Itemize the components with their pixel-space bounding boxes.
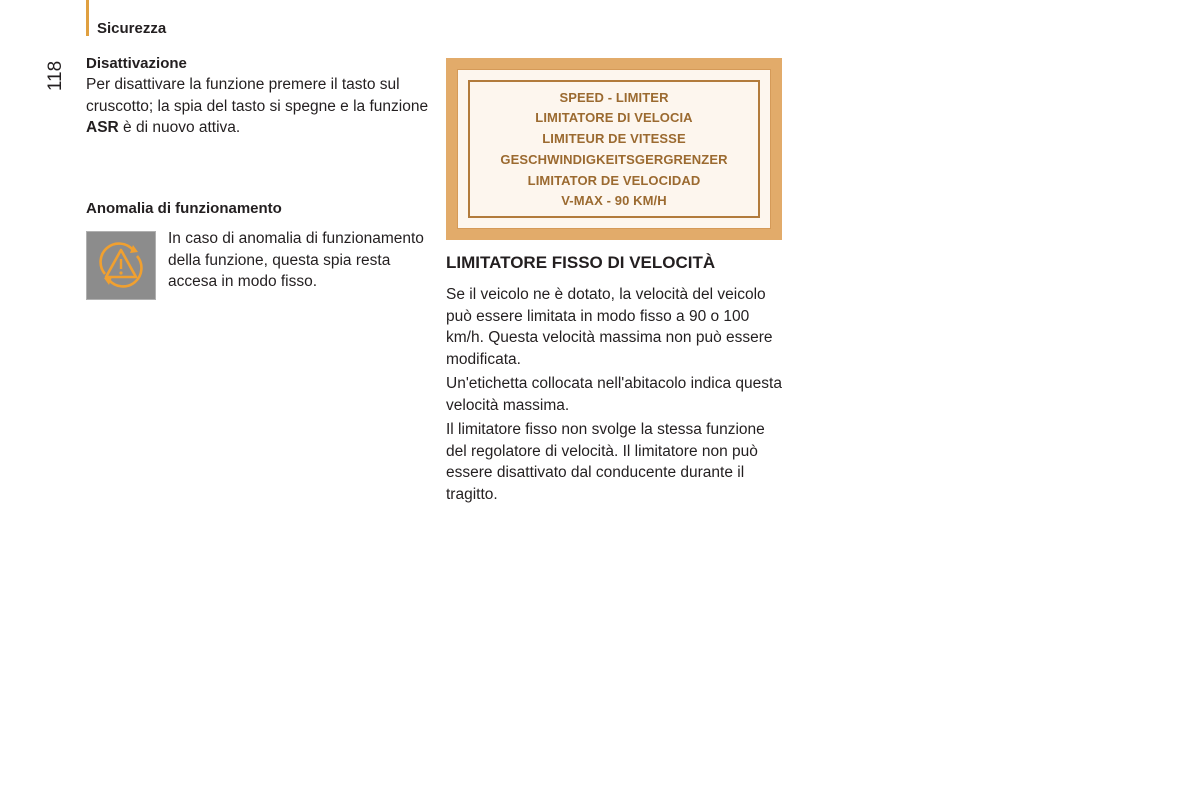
label-line: LIMITATORE DI VELOCIA xyxy=(535,110,693,126)
disattivazione-text-before: Per disattivare la funzione premere il tasto sul cruscotto; la spia del tasto si spegne e la funzione xyxy=(86,76,429,115)
section-accent-bar xyxy=(86,0,89,36)
anomalia-heading: Anomalia di funzionamento xyxy=(86,200,282,217)
asr-keyword: ASR xyxy=(86,119,119,136)
limitatore-paragraph: Se il veicolo ne è dotato, la velocità del veicolo può essere limitata in modo fisso a 90 o 100 km/h. Questa velocità massima non può essere modificata. xyxy=(446,286,773,368)
limitatore-section xyxy=(446,58,786,508)
section-title: Sicurezza xyxy=(97,20,167,37)
limitatore-paragraph: Un'etichetta collocata nell'abitacolo indica questa velocità massima. xyxy=(446,375,782,414)
anomalia-text: In caso di anomalia di funzionamento della funzione, questa spia resta accesa in modo fisso. xyxy=(168,230,424,290)
label-line: LIMITEUR DE VITESSE xyxy=(542,131,686,147)
label-line: LIMITATOR DE VELOCIDAD xyxy=(527,172,701,188)
disattivazione-section xyxy=(86,54,431,139)
disattivazione-text xyxy=(86,74,431,139)
label-line: V-MAX - 90 KM/H xyxy=(561,193,667,209)
asr-warning-light-svg xyxy=(87,232,155,299)
disattivazione-heading: Disattivazione xyxy=(86,55,187,72)
page-number: 118 xyxy=(45,60,66,92)
label-line: SPEED - LIMITER xyxy=(559,89,669,105)
limitatore-heading: LIMITATORE FISSO DI VELOCITÀ xyxy=(446,253,716,272)
speed-limiter-label-image xyxy=(446,58,782,240)
asr-warning-light-icon xyxy=(86,231,156,300)
label-text-frame xyxy=(468,80,760,218)
limitatore-paragraph: Il limitatore fisso non svolge la stessa funzione del regolatore di velocità. Il limitatore non può essere disattivato dal conducente durante il tragitto. xyxy=(446,421,765,503)
disattivazione-text-after: è di nuovo attiva. xyxy=(118,119,241,136)
label-line: GESCHWINDIGKEITSGERGRENZER xyxy=(500,151,728,167)
limitatore-paragraphs xyxy=(446,284,786,505)
